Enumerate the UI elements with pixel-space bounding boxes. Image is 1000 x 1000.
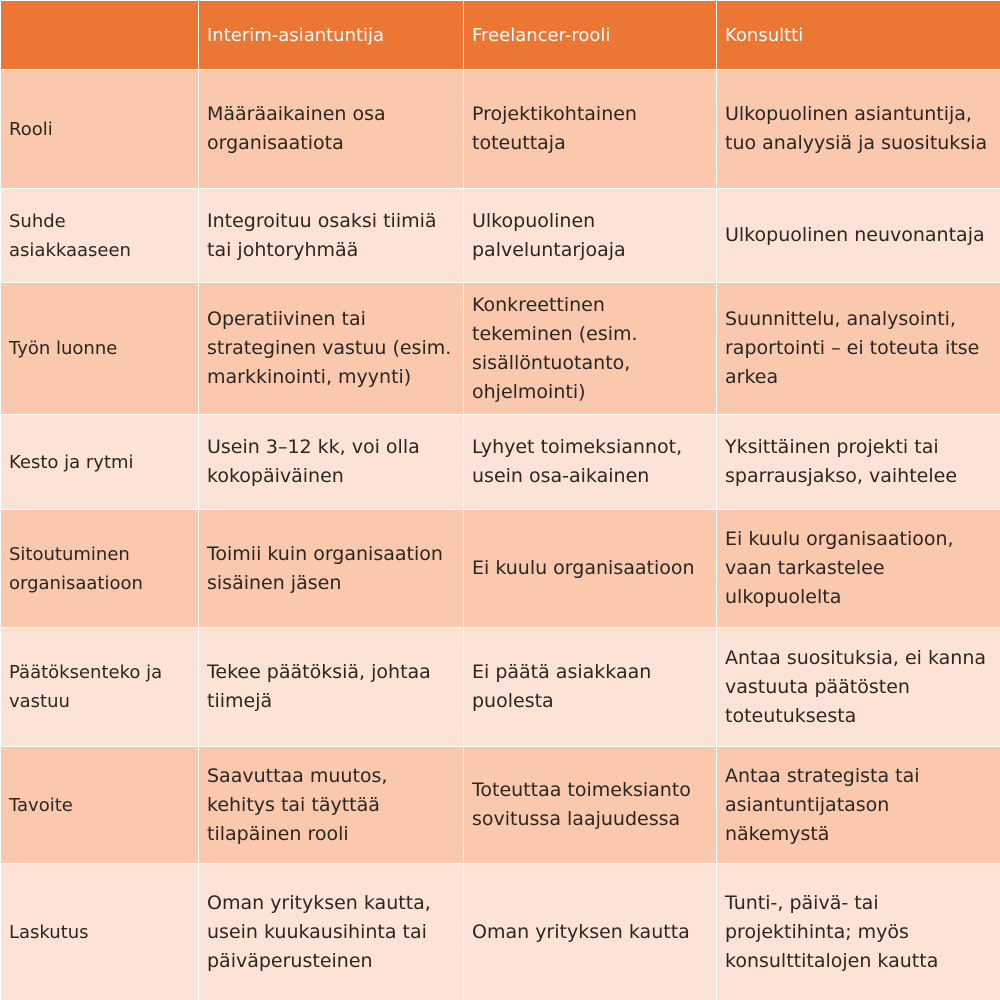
table-cell: Tunti-, päivä- tai projektihinta; myös konsulttitalojen kautta (717, 864, 1000, 1000)
table-cell: Antaa suosituksia, ei kanna vastuuta päätösten toteutuksesta (717, 628, 1000, 747)
header-interim: Interim-asiantuntija (199, 1, 464, 70)
table-cell: Tekee päätöksiä, johtaa tiimejä (199, 628, 464, 747)
table-cell: Lyhyet toimeksiannot, usein osa-aikainen (464, 415, 717, 510)
header-freelancer: Freelancer-rooli (464, 1, 717, 70)
header-konsultti: Konsultti (717, 1, 1000, 70)
table-cell: Konkreettinen tekeminen (esim. sisällöntuotanto, ohjelmointi) (464, 283, 717, 415)
table-cell: Oman yrityksen kautta (464, 864, 717, 1000)
table-row (1, 747, 1000, 864)
table-cell: Projektikohtainen toteuttaja (464, 70, 717, 189)
table-cell: Antaa strategista tai asiantuntijatason näkemystä (717, 747, 1000, 864)
header-corner (1, 1, 199, 70)
table-cell: Operatiivinen tai strateginen vastuu (esim. markkinointi, myynti) (199, 283, 464, 415)
table-cell: Ei kuulu organisaatioon, vaan tarkastelee ulkopuolelta (717, 510, 1000, 628)
table-cell: Ei päätä asiakkaan puolesta (464, 628, 717, 747)
table-row (1, 283, 1000, 415)
row-label: Päätöksenteko ja vastuu (1, 628, 199, 747)
table-cell: Määräaikainen osa organisaatiota (199, 70, 464, 189)
row-label: Työn luonne (1, 283, 199, 415)
table-cell: Ulkopuolinen asiantuntija, tuo analyysiä ja suosituksia (717, 70, 1000, 189)
table-row (1, 628, 1000, 747)
row-label: Laskutus (1, 864, 199, 1000)
table-cell: Toimii kuin organisaation sisäinen jäsen (199, 510, 464, 628)
row-label: Kesto ja rytmi (1, 415, 199, 510)
row-label: Suhde asiakkaaseen (1, 189, 199, 283)
table-cell: Usein 3–12 kk, voi olla kokopäiväinen (199, 415, 464, 510)
table-row (1, 415, 1000, 510)
row-label: Tavoite (1, 747, 199, 864)
table-cell: Ulkopuolinen neuvonantaja (717, 189, 1000, 283)
table-row (1, 510, 1000, 628)
table-cell: Toteuttaa toimeksianto sovitussa laajuudessa (464, 747, 717, 864)
table-cell: Ei kuulu organisaatioon (464, 510, 717, 628)
table-row (1, 189, 1000, 283)
table-cell: Saavuttaa muutos, kehitys tai täyttää tilapäinen rooli (199, 747, 464, 864)
header-row (1, 1, 1000, 70)
table-cell: Oman yrityksen kautta, usein kuukausihinta tai päiväperusteinen (199, 864, 464, 1000)
row-label: Sitoutuminen organisaatioon (1, 510, 199, 628)
table-row (1, 864, 1000, 1000)
table-row (1, 70, 1000, 189)
table-cell: Ulkopuolinen palveluntarjoaja (464, 189, 717, 283)
row-label: Rooli (1, 70, 199, 189)
table-cell: Integroituu osaksi tiimiä tai johtoryhmää (199, 189, 464, 283)
table-cell: Suunnittelu, analysointi, raportointi – ei toteuta itse arkea (717, 283, 1000, 415)
table-cell: Yksittäinen projekti tai sparrausjakso, vaihtelee (717, 415, 1000, 510)
